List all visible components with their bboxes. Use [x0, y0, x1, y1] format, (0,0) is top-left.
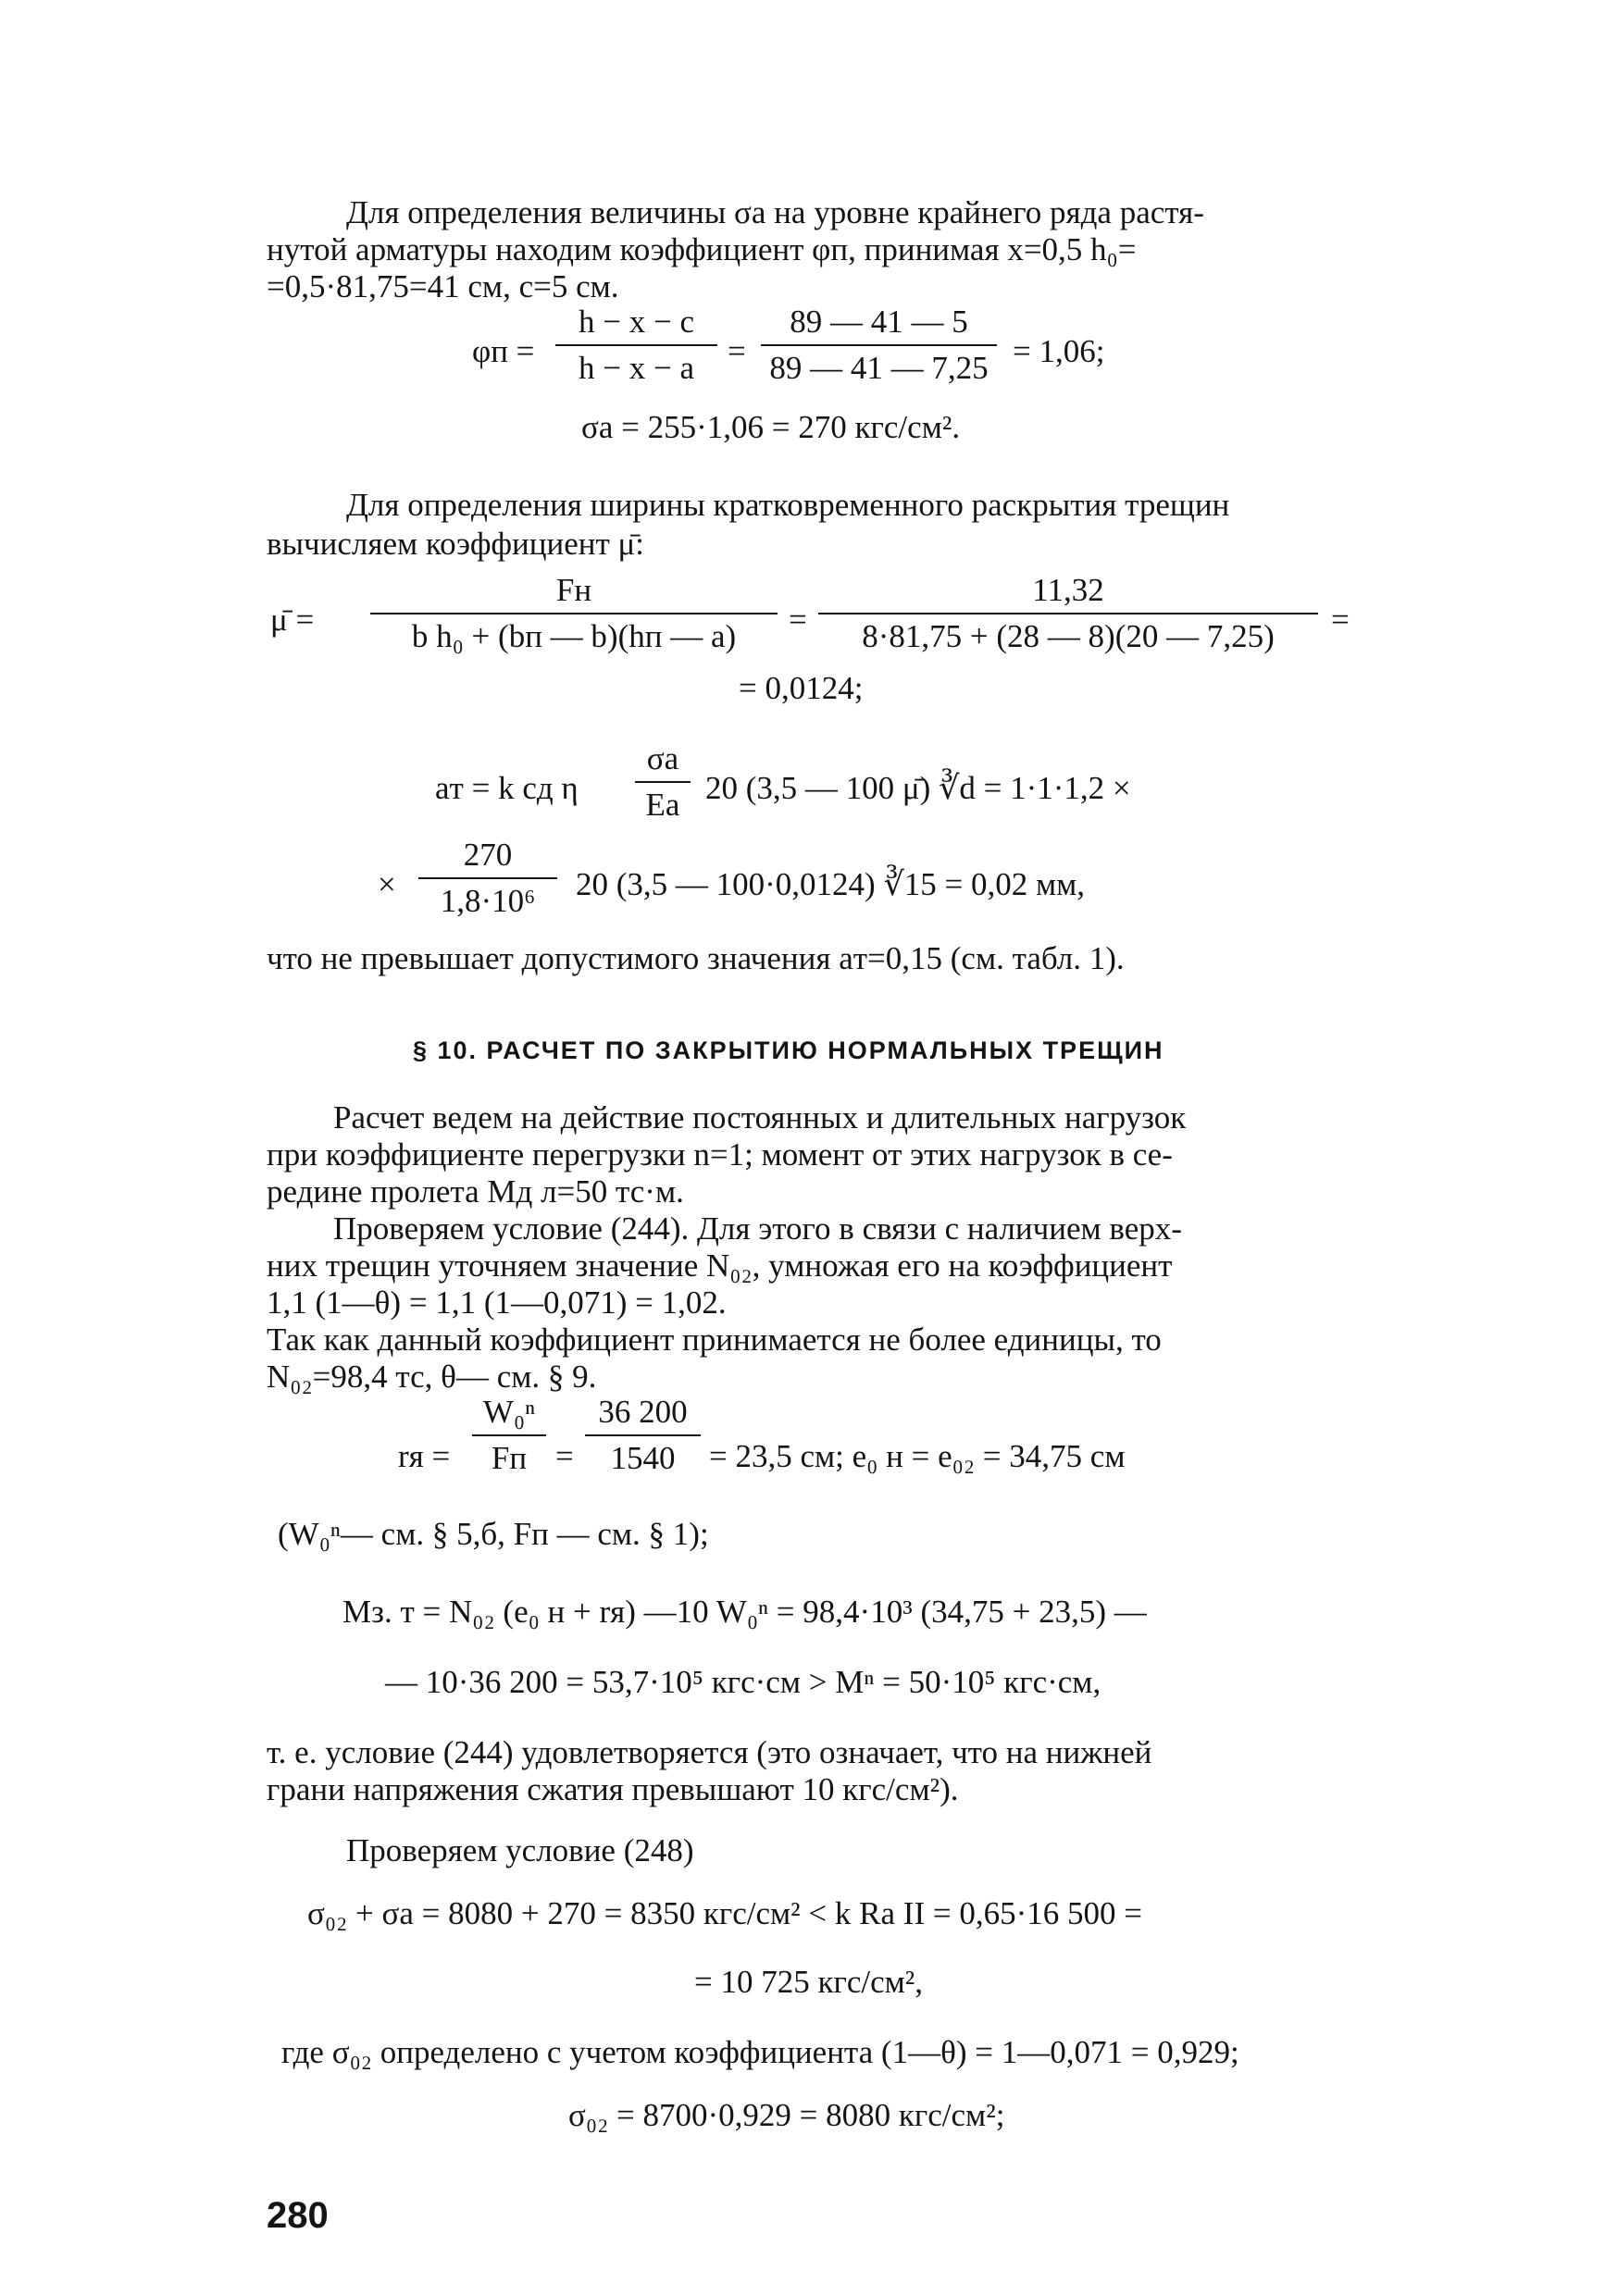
- fraction: [818, 572, 1318, 655]
- paragraph-line: Расчет ведем на действие постоянных и длительных нагрузок: [333, 1099, 1187, 1136]
- denominator: 89 — 41 — 7,25: [769, 350, 989, 386]
- section-heading: § 10. РАСЧЕТ ПО ЗАКРЫТИЮ НОРМАЛЬНЫХ ТРЕЩИН: [413, 1036, 1164, 1064]
- paragraph-line: Для определения величины σа на уровне крайнего ряда растя-: [346, 194, 1204, 230]
- paragraph-line: где σ₀₂ определено с учетом коэффициента (1—θ) = 1—0,071 = 0,929;: [281, 2034, 1239, 2070]
- formula-line: σ₀₂ = 8700·0,929 = 8080 кгс/см²;: [568, 2097, 1005, 2133]
- formula-text: =: [789, 602, 807, 638]
- formula-text: ×: [378, 866, 396, 902]
- denominator: b h₀ + (bп — b)(hп — a): [411, 618, 737, 654]
- fraction-bar: [370, 613, 778, 614]
- paragraph-line: грани напряжения сжатия превышают 10 кгс/см²).: [267, 1771, 959, 1807]
- paragraph-line: 1,1 (1—θ) = 1,1 (1—0,071) = 1,02.: [267, 1285, 727, 1321]
- formula-text: =: [728, 333, 746, 369]
- fraction-bar: [635, 781, 691, 783]
- denominator: 1,8·10⁶: [440, 883, 536, 919]
- fraction: [472, 1394, 546, 1477]
- numerator: 270: [463, 837, 513, 873]
- paragraph-line: Проверяем условие (244). Для этого в связи с наличием верх-: [333, 1210, 1182, 1247]
- formula-text: =: [1331, 602, 1350, 638]
- paragraph-line: вычисляем коэффициент μ̄:: [267, 526, 645, 562]
- paragraph-line: при коэффициенте перегрузки n=1; момент от этих нагрузок в се-: [267, 1136, 1173, 1173]
- formula-text: = 1,06;: [1013, 333, 1105, 369]
- formula-line: = 0,0124;: [739, 670, 864, 706]
- fraction-bar: [761, 344, 997, 346]
- formula-text: rя =: [398, 1438, 451, 1474]
- formula-line: = 10 725 кгс/см²,: [694, 1964, 924, 2000]
- paragraph-line: т. е. условие (244) удовлетворяется (это означает, что на нижней: [267, 1734, 1152, 1770]
- numerator: 89 — 41 — 5: [790, 304, 968, 340]
- numerator: 36 200: [598, 1394, 688, 1430]
- formula-text: μ̄ =: [270, 602, 315, 638]
- formula-text: 20 (3,5 — 100·0,0124) ∛15 = 0,02 мм,: [576, 866, 1086, 902]
- page-number: 280: [267, 2195, 329, 2236]
- paragraph-line: N₀₂=98,4 тс, θ— см. § 9.: [267, 1359, 597, 1395]
- paragraph-line: Для определения ширины кратковременного раскрытия трещин: [346, 487, 1230, 523]
- denominator: 1540: [610, 1440, 676, 1476]
- formula-line: — 10·36 200 = 53,7·10⁵ кгс·см > Mⁿ = 50·10⁵ кгс·см,: [385, 1664, 1101, 1700]
- paragraph-line: редине пролета Mд л=50 тс·м.: [267, 1173, 684, 1210]
- denominator: h − x − a: [578, 350, 694, 386]
- paragraph-line: них трещин уточняем значение N₀₂, умножая его на коэффициент: [267, 1247, 1173, 1284]
- formula-text: 20 (3,5 — 100 μ̄) ∛d = 1·1·1,2 ×: [705, 770, 1131, 806]
- paragraph-line: Так как данный коэффициент принимается не более единицы, то: [267, 1322, 1162, 1358]
- formula-line: σ₀₂ + σа = 8080 + 270 = 8350 кгс/см² < k Rа II = 0,65·16 500 =: [307, 1895, 1142, 1931]
- fraction-bar: [472, 1434, 546, 1436]
- fraction: [761, 304, 997, 387]
- paragraph-line: =0,5·81,75=41 см, c=5 см.: [267, 268, 619, 304]
- formula-text: = 23,5 см; e₀ н = e₀₂ = 34,75 см: [709, 1438, 1126, 1474]
- numerator: W₀ⁿ: [482, 1394, 536, 1430]
- numerator: h − x − c: [578, 304, 694, 340]
- formula-line: σа = 255·1,06 = 270 кгс/см².: [581, 409, 961, 445]
- numerator: Fн: [555, 572, 592, 608]
- fraction-bar: [818, 613, 1318, 614]
- fraction-bar: [418, 877, 557, 879]
- fraction: [555, 304, 717, 387]
- fraction: [370, 572, 778, 655]
- numerator: σа: [646, 740, 679, 776]
- fraction-bar: [585, 1434, 701, 1436]
- paragraph-line: (W₀ⁿ— см. § 5,б, Fп — см. § 1);: [278, 1516, 709, 1552]
- denominator: Eа: [645, 787, 680, 823]
- formula-text: φп =: [472, 333, 535, 369]
- denominator: Fп: [491, 1440, 528, 1476]
- denominator: 8·81,75 + (28 — 8)(20 — 7,25): [862, 618, 1275, 654]
- formula-text: =: [555, 1438, 574, 1474]
- fraction: [635, 740, 691, 824]
- fraction-bar: [555, 344, 717, 346]
- formula-text: aт = k cд η: [435, 770, 579, 806]
- paragraph-line: что не превышает допустимого значения aт=0,15 (см. табл. 1).: [267, 940, 1125, 976]
- formula-line: Mз. т = N₀₂ (e₀ н + rя) —10 W₀ⁿ = 98,4·10³ (34,75 + 23,5) —: [342, 1594, 1147, 1630]
- fraction: [418, 837, 557, 920]
- numerator: 11,32: [1032, 572, 1104, 608]
- paragraph-line: нутой арматуры находим коэффициент φп, принимая x=0,5 h₀=: [267, 231, 1137, 267]
- fraction: [585, 1394, 701, 1477]
- paragraph-line: Проверяем условие (248): [346, 1832, 694, 1868]
